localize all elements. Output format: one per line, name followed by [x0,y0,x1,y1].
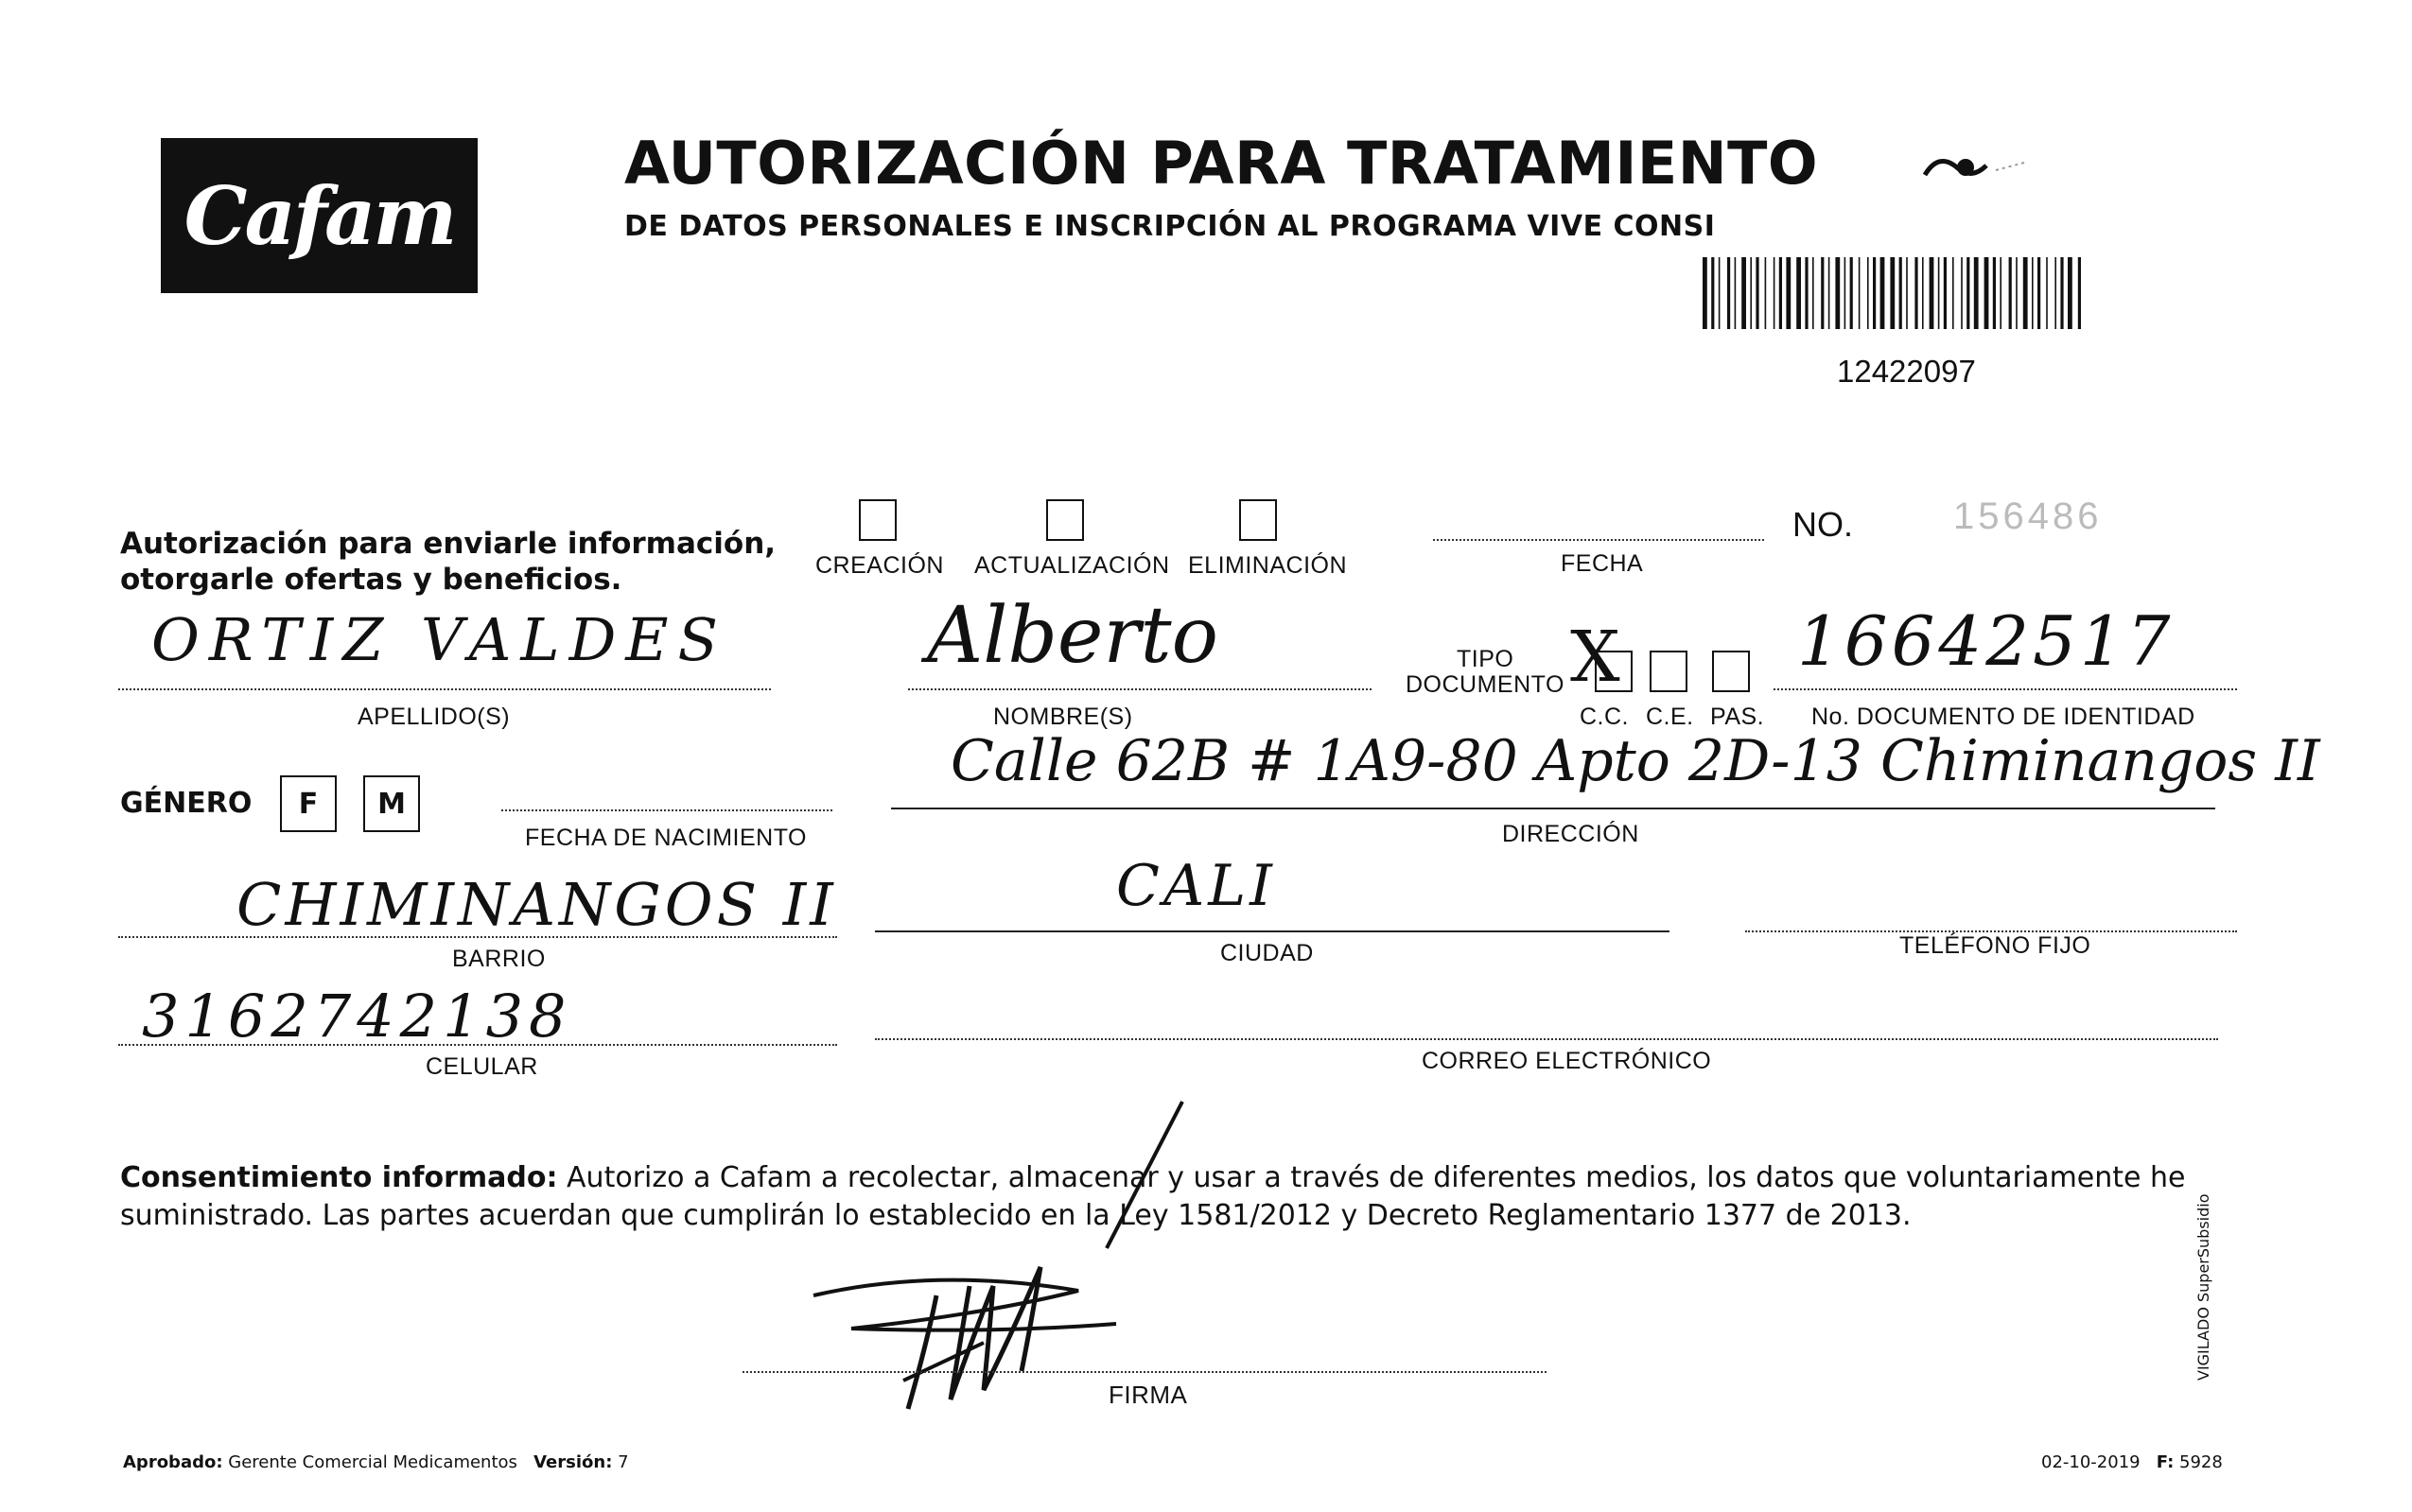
no-documento-value: 16642517 [1797,601,2175,681]
footer-date: 02-10-2019 [2041,1452,2141,1472]
barcode-bar [1859,257,1861,329]
barcode-bar [1786,257,1791,329]
footer-right [2041,1452,2223,1472]
authorization-intro [120,526,776,598]
consent-bold: Consentimiento informado: [120,1161,558,1194]
barcode-bar [1735,257,1737,329]
barcode-bar [1779,257,1782,329]
no-documento-line[interactable] [1774,688,2237,690]
cc-label: C.C. [1580,704,1629,730]
barcode-bar [2037,257,2040,329]
correo-label: CORREO ELECTRÓNICO [1422,1048,1712,1074]
ce-label: C.E. [1646,704,1694,730]
ce-checkbox[interactable] [1650,651,1687,692]
direccion-label: DIRECCIÓN [1502,821,1639,847]
barcode-bar [1850,257,1853,329]
barcode-bar [2009,257,2012,329]
barcode-bar [1835,257,1840,329]
direccion-value: Calle 62B # 1A9-80 Apto 2D-13 Chiminangos II [951,728,2320,794]
ciudad-label: CIUDAD [1220,940,1314,966]
barcode-bar [1974,257,1979,329]
eliminacion-label: ELIMINACIÓN [1188,552,1348,579]
no-value: 156486 [1953,495,2103,537]
barcode-bar [1756,257,1758,329]
eliminacion-checkbox[interactable] [1239,499,1277,541]
barcode-bar [1719,257,1721,329]
barcode-bar [1774,257,1775,329]
creacion-checkbox[interactable] [859,499,897,541]
consent-text: Autorizo a Cafam a recolectar, almacenar y usar a través de diferentes medios, los datos que voluntariamente he suministrado. Las partes acuerdan que cumplirán lo establecido en la Ley 1581/2012 y Decreto Reglamentario 1377 de 2013. [120,1161,2186,1232]
aprobado-label: Aprobado: [123,1452,223,1472]
no-documento-label: No. DOCUMENTO DE IDENTIDAD [1811,704,2195,730]
barcode-bar [1727,257,1730,329]
f-label: F: [2156,1452,2175,1472]
genero-m-label: M [377,787,406,821]
creacion-label: CREACIÓN [815,552,944,579]
ciudad-value: CALI [1116,853,1276,919]
barrio-line[interactable] [118,936,837,938]
barcode-bar [1961,257,1963,329]
barcode-bar [1944,257,1947,329]
barcode [1703,257,2081,329]
barcode-bar [2023,257,2028,329]
firma-label: FIRMA [1109,1381,1188,1409]
tipo-documento-label-1: TIPO [1457,646,1514,672]
intro-line-2: otorgarle ofertas y beneficios. [120,563,622,597]
celular-line[interactable] [118,1044,837,1046]
no-label: NO. [1792,505,1854,544]
f-value: 5928 [2179,1452,2223,1472]
barcode-bar [2068,257,2072,329]
barcode-bar [1812,257,1814,329]
fecha-nacimiento-line[interactable] [501,809,832,811]
barrio-label: BARRIO [452,946,546,972]
aprobado-value: Gerente Comercial Medicamentos [228,1452,517,1472]
cc-mark: X [1570,617,1620,698]
nombres-label: NOMBRE(S) [993,704,1133,730]
form-title: AUTORIZACIÓN PARA TRATAMIENTO [624,129,1819,198]
footer-left [123,1452,629,1472]
apellidos-value: ORTIZ VALDES [151,605,728,674]
barcode-bar [1703,257,1707,329]
apellidos-label: APELLIDO(S) [358,704,511,730]
barcode-bar [1880,257,1885,329]
genero-m-checkbox[interactable] [363,775,420,832]
genero-f-checkbox[interactable] [280,775,337,832]
barcode-bar [1914,257,1917,329]
actualizacion-label: ACTUALIZACIÓN [974,552,1170,579]
barcode-number: 12422097 [1837,354,1976,389]
logo-text: Cafam [184,168,455,263]
barcode-bar [1966,257,1969,329]
barcode-bar [1952,257,1954,329]
ciudad-line[interactable] [875,930,1669,932]
cafam-logo [161,138,478,293]
correo-line[interactable] [875,1038,2218,1040]
tipo-documento-label-2: DOCUMENTO [1406,671,1564,698]
nombres-value: Alberto [927,591,1218,681]
barcode-bar [2016,257,2018,329]
fecha-nacimiento-label: FECHA DE NACIMIENTO [525,825,807,851]
genero-label: GÉNERO [120,787,253,820]
barcode-bar [1993,257,1996,329]
barcode-bar [2060,257,2063,329]
barcode-bar [1741,257,1746,329]
barcode-bar [1906,257,1908,329]
barcode-bar [1796,257,1801,329]
pas-label: PAS. [1710,704,1765,730]
direccion-line[interactable] [891,808,2215,809]
barcode-bar [1821,257,1824,329]
celular-label: CELULAR [426,1053,538,1080]
vigilado-side-text: VIGILADO SuperSubsidio [2194,1193,2212,1381]
fecha-label: FECHA [1561,550,1644,577]
version-label: Versión: [533,1452,613,1472]
barrio-value: CHIMINANGOS II [236,870,837,939]
barcode-bar [1984,257,1989,329]
barcode-bar [2078,257,2081,329]
barcode-bar [1873,257,1876,329]
celular-value: 3162742138 [142,982,572,1051]
version-value: 7 [618,1452,629,1472]
barcode-bar [2054,257,2056,329]
form-subtitle: DE DATOS PERSONALES E INSCRIPCIÓN AL PROGRAMA VIVE CONSI [624,210,1716,243]
barcode-bar [1867,257,1869,329]
fecha-line[interactable] [1433,539,1764,541]
barcode-bar [2000,257,2001,329]
barcode-bar [1922,257,1924,329]
nombres-line[interactable] [908,688,1372,690]
barcode-bar [1750,257,1752,329]
intro-line-1: Autorización para enviarle información, [120,527,777,561]
apellidos-line[interactable] [118,688,771,690]
barcode-bar [2046,257,2048,329]
barcode-bar [1899,257,1902,329]
barcode-bar [2032,257,2034,329]
barcode-bar [1765,257,1767,329]
barcode-bar [1930,257,1934,329]
telefono-fijo-label: TELÉFONO FIJO [1899,932,2091,959]
firma-line[interactable] [743,1371,1547,1373]
barcode-bar [1844,257,1846,329]
pas-checkbox[interactable] [1712,651,1750,692]
barcode-bar [1711,257,1714,329]
barcode-bar [1938,257,1940,329]
scribble-mark [1920,142,2034,189]
genero-f-label: F [298,787,319,821]
barcode-bar [1828,257,1830,329]
barcode-bar [1890,257,1895,329]
actualizacion-checkbox[interactable] [1046,499,1084,541]
barcode-bar [1805,257,1808,329]
